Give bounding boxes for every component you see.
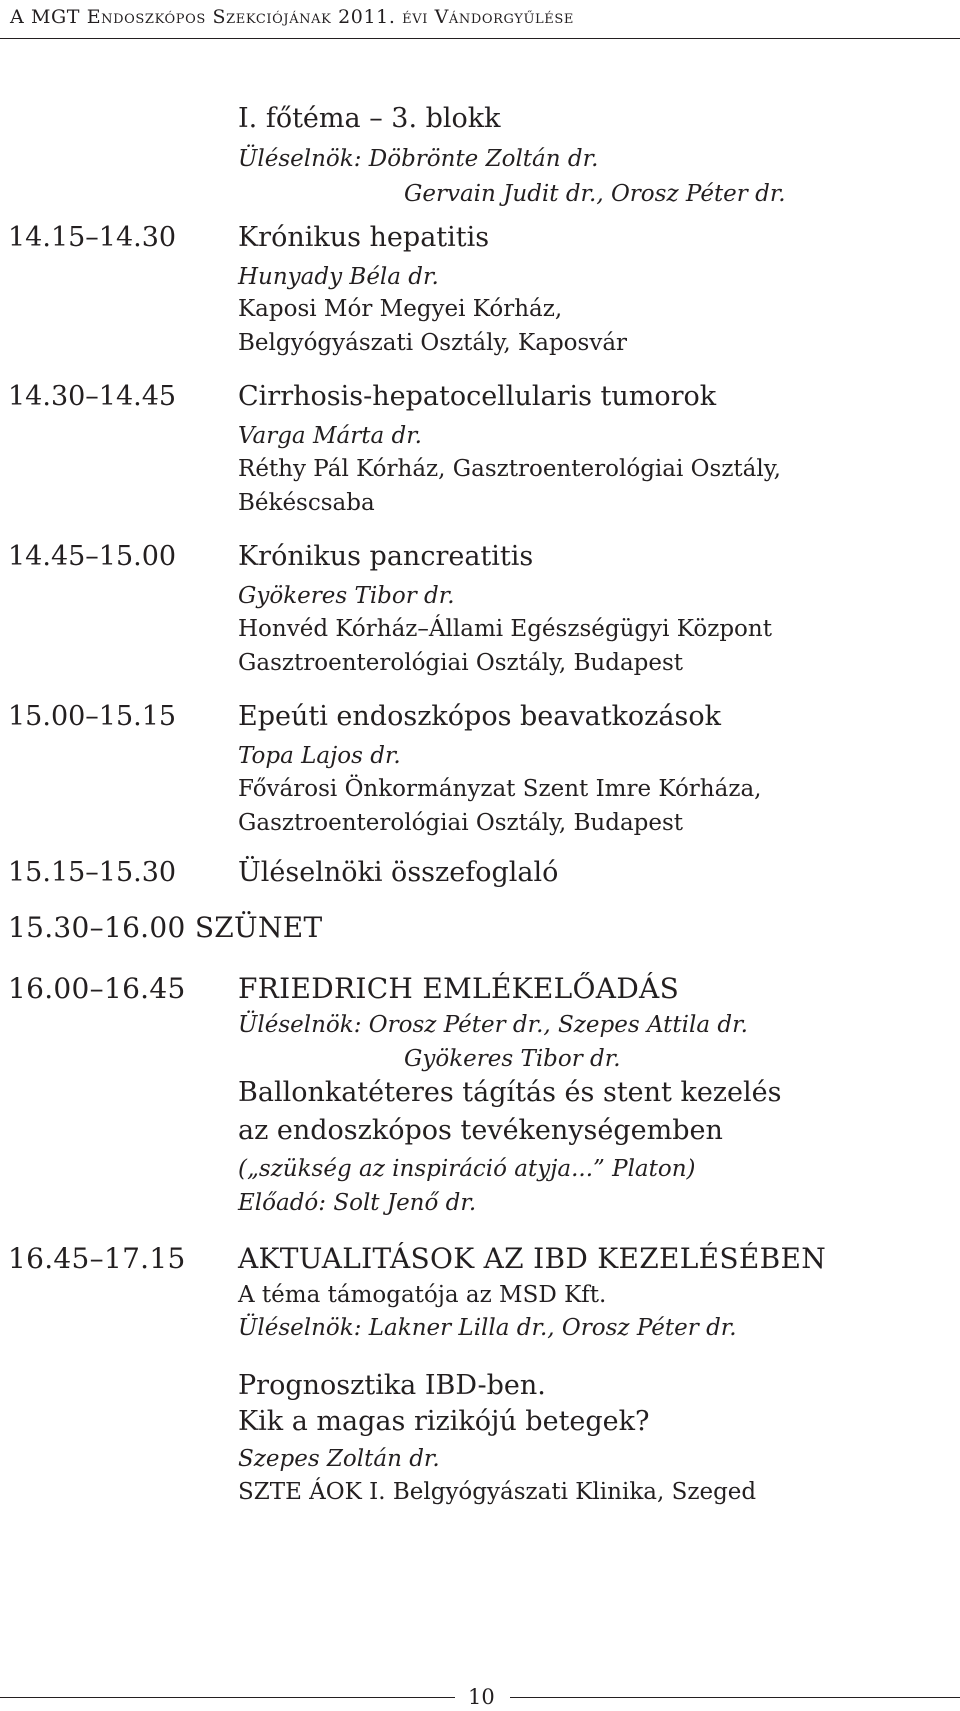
friedrich-chair-line1: Üléselnök: Orosz Péter dr., Szepes Attila dr. — [238, 1012, 748, 1038]
session-speaker: Gyökeres Tibor dr. — [238, 583, 455, 609]
session-affiliation-line2: Békéscsaba — [238, 490, 375, 516]
session-affiliation-line1: Kaposi Mór Megyei Kórház, — [238, 296, 563, 322]
ibd-affiliation: SZTE ÁOK I. Belgyógyászati Klinika, Szeged — [238, 1479, 757, 1505]
session-affiliation-line1: Fővárosi Önkormányzat Szent Imre Kórháza, — [238, 776, 762, 802]
ibd-sponsor: A téma támogatója az MSD Kft. — [238, 1282, 607, 1308]
session-title: Krónikus pancreatitis — [238, 541, 534, 572]
session-time: 14.15–14.30 — [8, 222, 177, 253]
session-title: Krónikus hepatitis — [238, 222, 490, 253]
session-time: 14.45–15.00 — [8, 541, 177, 572]
session-affiliation-line2: Gasztroenterológiai Osztály, Budapest — [238, 650, 684, 676]
ibd-talk-line1: Prognosztika IBD-ben. — [238, 1370, 546, 1401]
session-time: 14.30–14.45 — [8, 381, 177, 412]
friedrich-title: FRIEDRICH EMLÉKELŐADÁS — [238, 972, 680, 1005]
header-divider — [0, 38, 960, 39]
break-label: 15.30–16.00 SZÜNET — [8, 911, 323, 944]
session-speaker: Hunyady Béla dr. — [238, 264, 439, 290]
friedrich-presenter: Előadó: Solt Jenő dr. — [238, 1190, 477, 1216]
friedrich-chair-line2: Gyökeres Tibor dr. — [404, 1046, 621, 1072]
block-chair-line1: Üléselnök: Döbrönte Zoltán dr. — [238, 146, 599, 172]
header-title: A MGT Endoszkópos Szekciójának 2011. évi Vándorgyűlése — [10, 6, 574, 28]
session-affiliation-line2: Gasztroenterológiai Osztály, Budapest — [238, 810, 684, 836]
friedrich-lecture-line2: az endoszkópos tevékenységemben — [238, 1115, 723, 1146]
session-title: Cirrhosis-hepatocellularis tumorok — [238, 381, 717, 412]
session-title: Üléselnöki összefoglaló — [238, 857, 559, 888]
friedrich-quote: („szükség az inspiráció atyja...” Platon) — [238, 1156, 696, 1182]
friedrich-time: 16.00–16.45 — [8, 972, 186, 1005]
session-speaker: Varga Márta dr. — [238, 423, 422, 449]
session-speaker: Topa Lajos dr. — [238, 743, 401, 769]
page-number: 10 — [468, 1685, 495, 1709]
session-affiliation-line1: Réthy Pál Kórház, Gasztroenterológiai Osztály, — [238, 456, 781, 482]
session-affiliation-line1: Honvéd Kórház–Állami Egészségügyi Központ — [238, 616, 772, 642]
page-header — [0, 0, 960, 46]
ibd-title: AKTUALITÁSOK AZ IBD KEZELÉSÉBEN — [238, 1242, 827, 1275]
footer-divider-left — [0, 1697, 455, 1698]
session-title: Epeúti endoszkópos beavatkozások — [238, 701, 721, 732]
ibd-talk-line2: Kik a magas rizikójú betegek? — [238, 1406, 650, 1437]
ibd-chair: Üléselnök: Lakner Lilla dr., Orosz Péter dr. — [238, 1315, 737, 1341]
session-affiliation-line2: Belgyógyászati Osztály, Kaposvár — [238, 330, 628, 356]
ibd-time: 16.45–17.15 — [8, 1242, 186, 1275]
block-title: I. főtéma – 3. blokk — [238, 103, 501, 134]
footer-divider-right — [510, 1697, 960, 1698]
friedrich-lecture-line1: Ballonkatéteres tágítás és stent kezelés — [238, 1077, 782, 1108]
session-time: 15.00–15.15 — [8, 701, 177, 732]
block-chair-line2: Gervain Judit dr., Orosz Péter dr. — [404, 181, 786, 207]
session-time: 15.15–15.30 — [8, 857, 177, 888]
ibd-speaker: Szepes Zoltán dr. — [238, 1446, 440, 1472]
